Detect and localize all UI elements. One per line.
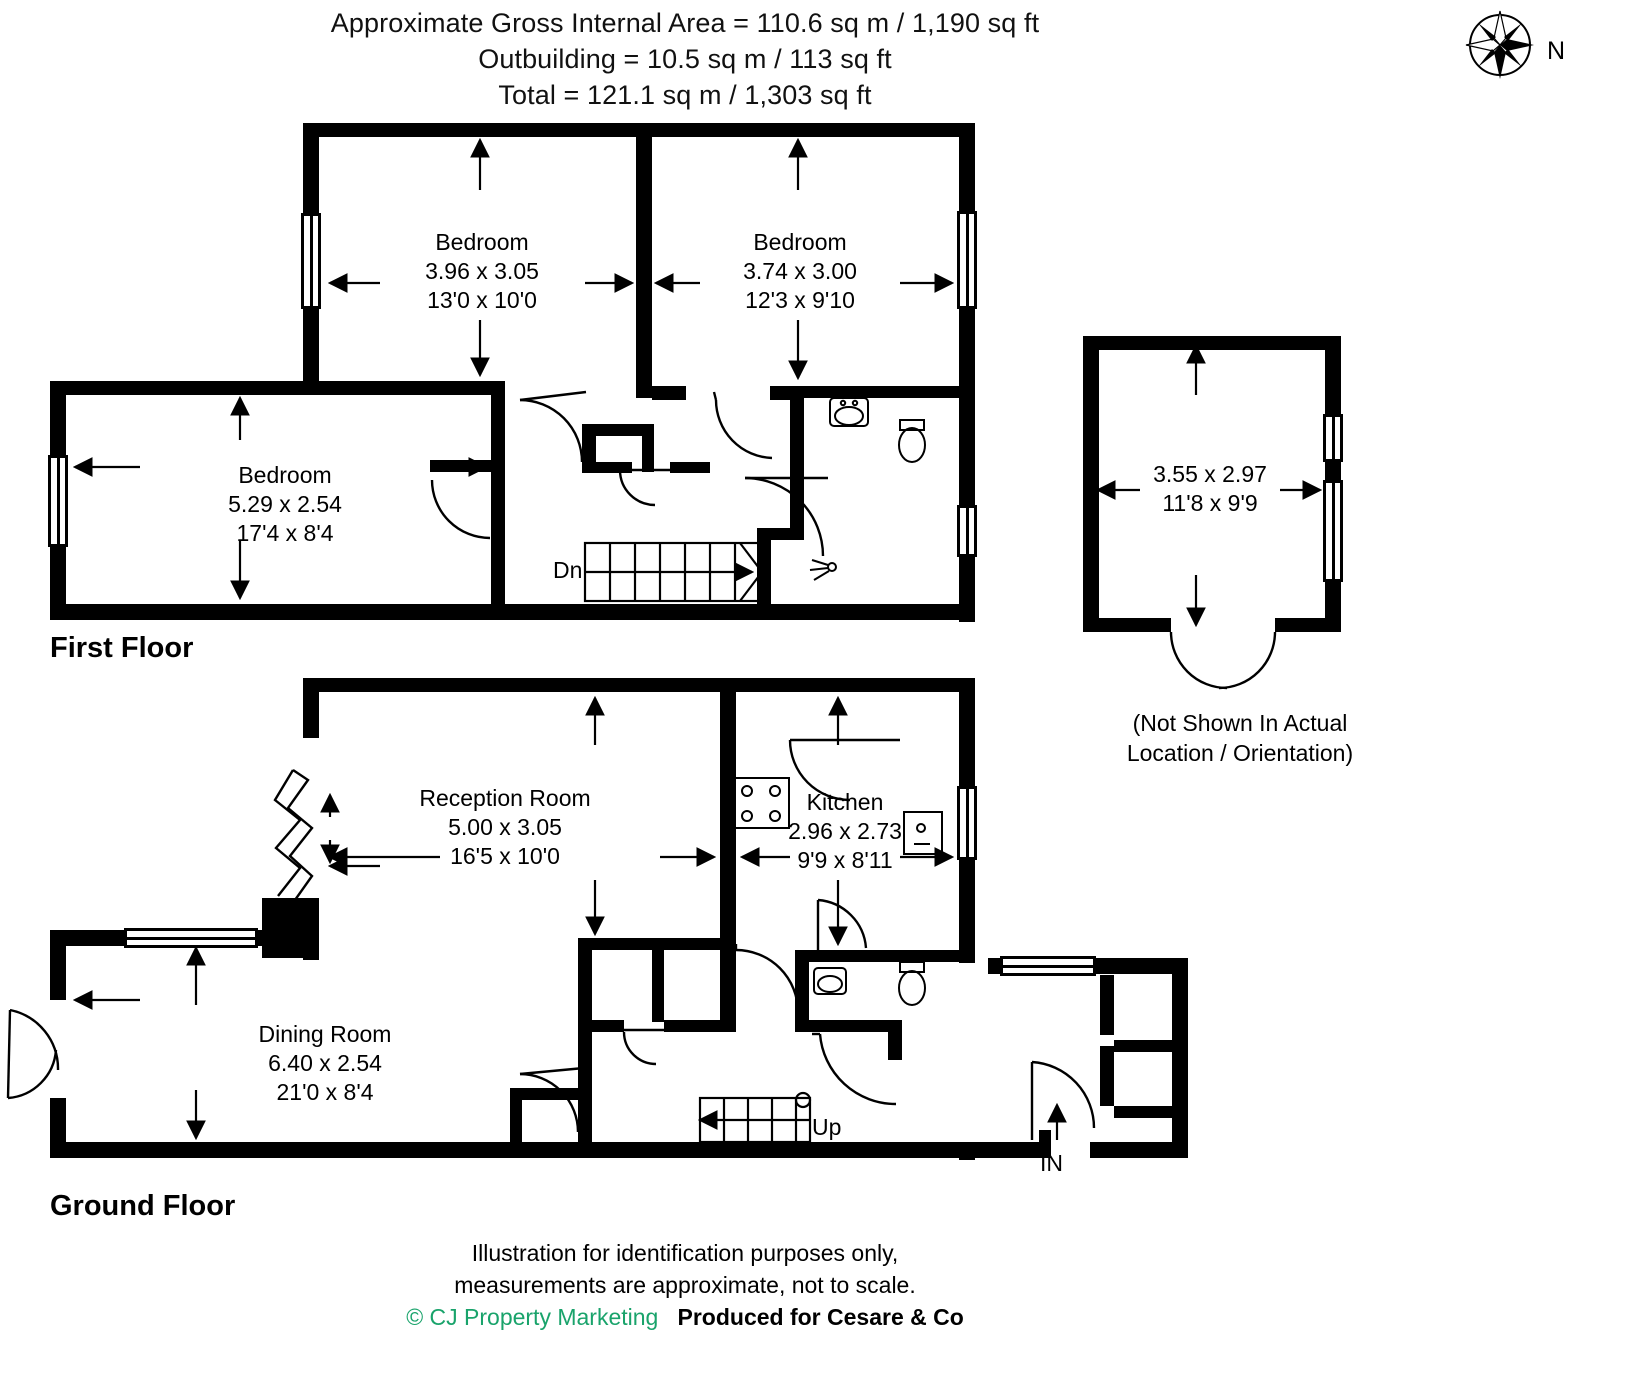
wall bbox=[50, 381, 66, 463]
wall bbox=[1172, 958, 1188, 1154]
wall bbox=[1275, 618, 1341, 632]
floor-label-ground: Ground Floor bbox=[50, 1190, 236, 1222]
wall bbox=[303, 123, 319, 223]
wall bbox=[652, 386, 686, 400]
wall bbox=[959, 123, 975, 213]
room-label-reception-room: Reception Room 5.00 x 3.05 16'5 x 10'0 bbox=[419, 785, 591, 869]
window-mullion bbox=[966, 505, 969, 557]
wall bbox=[510, 1100, 522, 1150]
wall bbox=[582, 462, 632, 473]
wall bbox=[510, 1088, 582, 1100]
wall bbox=[50, 930, 66, 1000]
footer-credits bbox=[0, 1304, 1370, 1331]
wall bbox=[664, 1020, 722, 1032]
window-mullion bbox=[310, 213, 313, 309]
wall bbox=[670, 462, 710, 473]
wall bbox=[959, 858, 975, 963]
window-mullion bbox=[124, 937, 258, 940]
wall bbox=[578, 1020, 624, 1032]
wall bbox=[720, 942, 736, 1032]
wall bbox=[50, 381, 505, 395]
wall bbox=[1114, 1040, 1172, 1052]
wall bbox=[636, 123, 652, 398]
room-label-bedroom-2: Bedroom 3.74 x 3.00 12'3 x 9'10 bbox=[743, 229, 857, 313]
room-label-outbuilding: 3.55 x 2.97 11'8 x 9'9 bbox=[1153, 461, 1267, 516]
wall bbox=[790, 386, 962, 398]
wall bbox=[757, 528, 771, 606]
wall bbox=[491, 381, 505, 467]
stairs-direction-label-up: Up bbox=[812, 1114, 842, 1140]
entrance-label: IN bbox=[1040, 1150, 1063, 1176]
wall bbox=[720, 692, 736, 942]
window-mullion bbox=[1332, 480, 1335, 582]
window-mullion bbox=[1332, 414, 1335, 462]
wall bbox=[1083, 336, 1339, 350]
wall bbox=[959, 308, 975, 508]
window-mullion bbox=[1000, 965, 1096, 968]
wall bbox=[642, 424, 654, 472]
wall bbox=[578, 938, 723, 950]
wall bbox=[959, 678, 975, 788]
wall bbox=[790, 386, 804, 528]
stairs-direction-label-dn: Dn bbox=[553, 557, 583, 583]
compass-rose-icon bbox=[1455, 5, 1565, 85]
compass-north-label: N bbox=[1547, 37, 1566, 65]
wall bbox=[1083, 336, 1099, 632]
area-summary-line-3: Total = 121.1 sq m / 1,303 sq ft bbox=[498, 80, 872, 110]
wall bbox=[50, 604, 975, 620]
room-label-bedroom-3: Bedroom 5.29 x 2.54 17'4 x 8'4 bbox=[228, 462, 342, 546]
area-summary-line-1: Approximate Gross Internal Area = 110.6 sq m / 1,190 sq ft bbox=[330, 8, 1040, 38]
footer-disclaimer-line-1: Illustration for identification purposes only, bbox=[471, 1240, 899, 1266]
window-mullion bbox=[966, 786, 969, 860]
wall bbox=[1325, 460, 1341, 482]
wall bbox=[491, 467, 505, 605]
wall bbox=[1114, 1106, 1172, 1118]
wall bbox=[770, 386, 790, 400]
footer-disclaimer-line-2: measurements are approximate, not to scale. bbox=[454, 1272, 916, 1298]
wall bbox=[1100, 1046, 1114, 1106]
copyright-text: © CJ Property Marketing bbox=[406, 1304, 659, 1330]
wall bbox=[262, 898, 318, 958]
wall bbox=[1083, 618, 1171, 632]
room-label-dining-room: Dining Room 6.40 x 2.54 21'0 x 8'4 bbox=[258, 1021, 392, 1105]
produced-for-text: Produced for Cesare & Co bbox=[677, 1304, 964, 1330]
wall bbox=[303, 678, 975, 692]
wall bbox=[1325, 336, 1341, 416]
room-label-kitchen: Kitchen 2.96 x 2.73 9'9 x 8'11 bbox=[788, 789, 902, 873]
wall bbox=[795, 950, 975, 962]
room-label-bedroom-1: Bedroom 3.96 x 3.05 13'0 x 10'0 bbox=[425, 229, 539, 313]
wall bbox=[795, 1020, 900, 1032]
wall bbox=[303, 678, 319, 738]
window-mullion bbox=[966, 211, 969, 309]
window-mullion bbox=[57, 455, 60, 547]
wall bbox=[888, 1020, 902, 1060]
wall bbox=[959, 1142, 1039, 1158]
floor-label-first: First Floor bbox=[50, 632, 194, 664]
area-summary-line-2: Outbuilding = 10.5 sq m / 113 sq ft bbox=[478, 44, 892, 74]
wall bbox=[578, 938, 592, 1030]
wall bbox=[303, 308, 319, 386]
wall bbox=[1090, 1142, 1188, 1158]
wall bbox=[652, 950, 664, 1022]
wall bbox=[1100, 975, 1114, 1035]
outbuilding-note: (Not Shown In Actual Location / Orientation) bbox=[1126, 710, 1354, 766]
